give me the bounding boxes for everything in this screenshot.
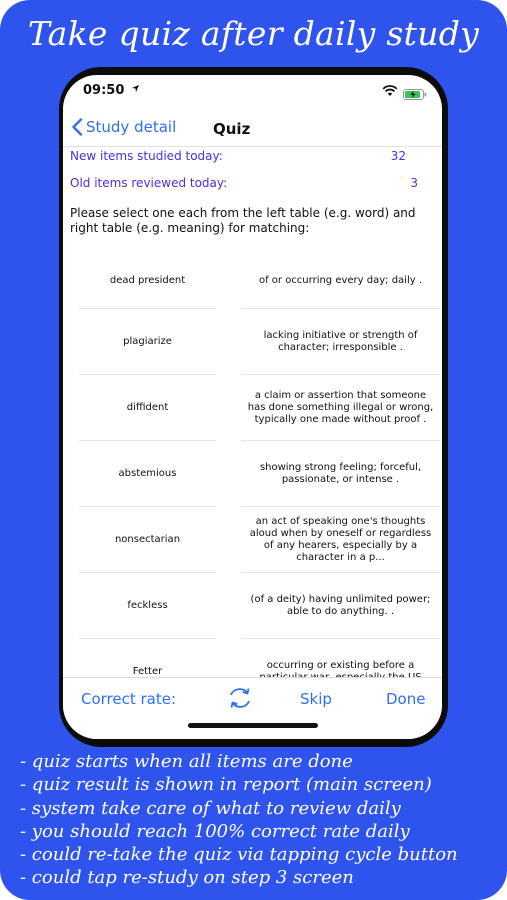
meaning-cell[interactable]: a claim or assertion that someone has done something illegal or wrong, typically one made without proof .: [241, 375, 440, 441]
cycle-refresh-icon[interactable]: [227, 686, 253, 714]
navigation-bar: [63, 111, 442, 147]
location-arrow-icon: [131, 83, 140, 96]
meaning-table: [241, 253, 440, 705]
instruction-text: Please select one each from the left table (e.g. word) and right table (e.g. meaning) for matching:: [70, 206, 416, 235]
battery-charging-icon: [403, 85, 427, 104]
feature-item: - system take care of what to review daily: [20, 797, 401, 819]
meaning-cell[interactable]: showing strong feeling; forceful, passionate, or intense .: [241, 441, 440, 507]
word-cell[interactable]: plagiarize: [79, 309, 216, 375]
word-cell[interactable]: diffident: [79, 375, 216, 441]
skip-button[interactable]: Skip: [300, 690, 332, 708]
back-button[interactable]: [71, 118, 176, 136]
status-time: 09:50: [83, 83, 125, 98]
chevron-left-icon: [71, 118, 83, 136]
done-button[interactable]: Done: [386, 690, 426, 708]
word-cell[interactable]: Fetter: [79, 639, 216, 705]
old-items-stat: [70, 176, 426, 190]
home-indicator: [188, 723, 318, 728]
feature-item: - could re-take the quiz via tapping cycle button: [20, 844, 458, 866]
page-title: Quiz: [213, 120, 251, 138]
feature-item: - could tap re-study on step 3 screen: [20, 867, 354, 889]
phone-screen: [63, 75, 442, 739]
bottom-toolbar: [63, 677, 442, 739]
feature-item: - you should reach 100% correct rate daily: [20, 820, 410, 842]
meaning-cell[interactable]: lacking initiative or strength of character; irresponsible .: [241, 309, 440, 375]
back-label: Study detail: [86, 118, 177, 136]
feature-item: - quiz result is shown in report (main screen): [20, 774, 432, 796]
word-cell[interactable]: abstemious: [79, 441, 216, 507]
correct-rate-label: Correct rate:: [81, 690, 177, 708]
meaning-cell[interactable]: (of a deity) having unlimited power; able to do anything. .: [241, 573, 440, 639]
word-cell[interactable]: feckless: [79, 573, 216, 639]
meaning-cell[interactable]: occurring or existing before a: [241, 639, 440, 705]
word-cell[interactable]: dead president: [79, 253, 216, 309]
meaning-cell[interactable]: of or occurring every day; daily .: [241, 253, 440, 309]
new-items-stat: [70, 149, 426, 163]
new-items-label: New items studied today:: [70, 149, 223, 163]
word-table: [79, 253, 216, 705]
feature-item: - quiz starts when all items are done: [20, 751, 353, 772]
old-items-label: Old items reviewed today:: [70, 176, 228, 190]
old-items-value: 3: [410, 176, 418, 190]
word-cell[interactable]: nonsectarian: [79, 507, 216, 573]
new-items-value: 32: [390, 149, 406, 163]
status-bar: [63, 75, 442, 111]
wifi-icon: [382, 82, 398, 101]
promo-headline: Take quiz after daily study: [27, 14, 480, 53]
meaning-cell[interactable]: an act of speaking one's thoughts aloud when by oneself or regardless of any hearers, especially by a character in a p...: [241, 507, 440, 573]
feature-list: [20, 750, 507, 890]
